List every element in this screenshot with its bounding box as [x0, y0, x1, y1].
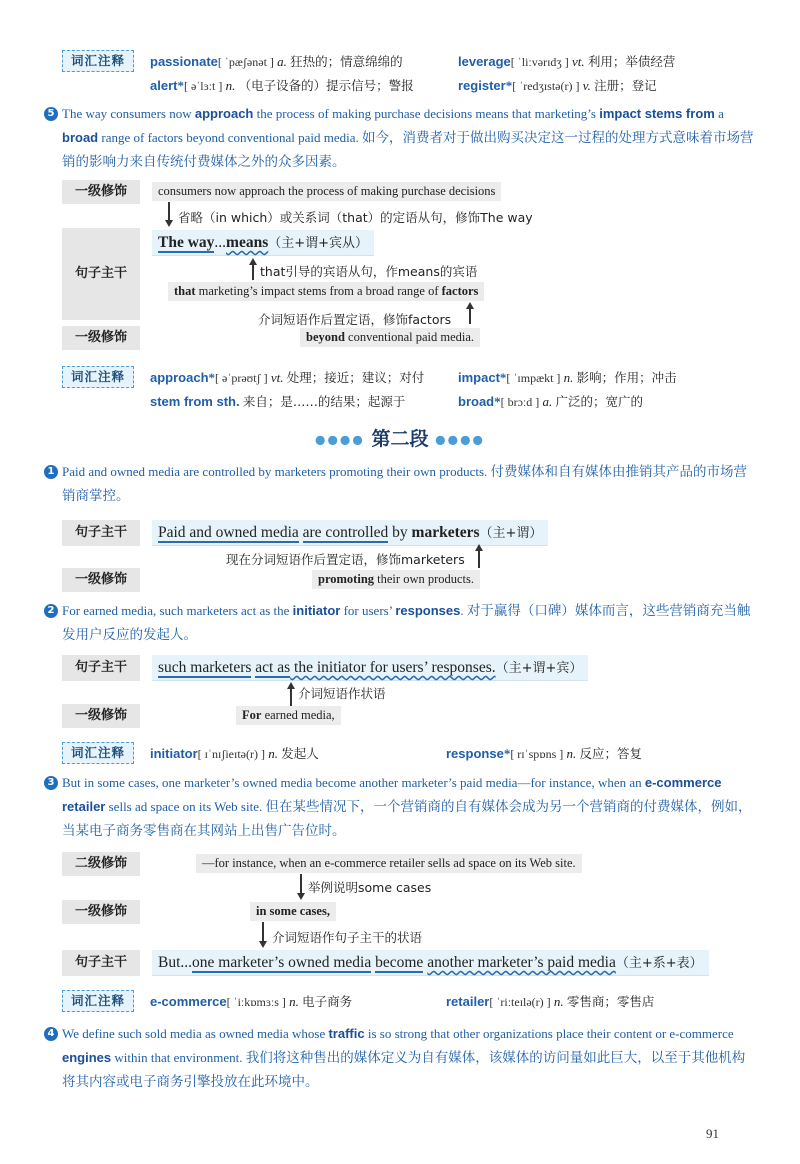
sentence-2: For earned media, such marketers act as the initiator for users’ responses. 对于赢得（口碑）媒体而言，这些营销商充当触发用户反应的发起人。	[62, 603, 751, 643]
mod1-phrase: For earned media,	[236, 706, 341, 725]
grammar-note: 介词短语作句子主干的状语	[272, 930, 423, 945]
mod2-phrase: —for instance, when an e-commerce retailer sells ad space on its Web site.	[196, 854, 582, 873]
sentence-1: Paid and owned media are controlled by marketers promoting their own products. 付费媒体和自有媒体由推销其产品的市场营销商掌控。	[62, 464, 748, 504]
vocab-entry: retailer[ ˈriːteɪlə(r) ] n. 零售商；零售店	[446, 994, 655, 1009]
page-number: 91	[706, 1126, 719, 1141]
mod1-label: 一级修饰	[62, 326, 140, 350]
mod1-phrase: in some cases,	[250, 902, 336, 921]
section-heading: ●●●● 第二段 ●●●●	[314, 428, 486, 450]
arrow-up-icon	[249, 258, 257, 265]
main-clause: But...one marketer’s owned media become another marketer’s paid media（主+系+表）	[152, 950, 709, 976]
mod1-label: 一级修饰	[62, 180, 140, 204]
grammar-note: 举例说明some cases	[308, 880, 432, 895]
vocab-entry: broad*[ brɔːd ] a. 广泛的；宽广的	[458, 394, 644, 409]
mod1-label: 一级修饰	[62, 900, 140, 924]
sentence-number: 4	[44, 1027, 58, 1041]
vocab-entry: e-commerce[ ˈiːkɒmɜːs ] n. 电子商务	[150, 994, 353, 1009]
mod1-label: 一级修饰	[62, 568, 140, 592]
sentence-3: But in some cases, one marketer’s owned media become another marketer’s paid media—for instance, when an e-commerce retailer sells ad space on its Web site. 但在某些情况下，一个营销商的自有媒体会成为另一个营销商的付费媒体，例如，当某电子商务零售商在其网站上出售广告位时。	[62, 775, 752, 839]
arrow-up-icon	[466, 302, 474, 309]
vocab-entry: approach*[ əˈprəʊtʃ ] vt. 处理；接近；建议；对付	[150, 370, 425, 385]
object-clause: that marketing’s impact stems from a broad range of factors	[168, 282, 484, 301]
vocab-entry: stem from sth. 来自；是……的结果；起源于	[150, 394, 406, 409]
grammar-note: 介词短语作后置定语，修饰factors	[258, 312, 452, 327]
vocab-label: 词汇注释	[62, 50, 134, 72]
sentence-number: 2	[44, 604, 58, 618]
sentence-number: 5	[44, 107, 58, 121]
mod1-phrase: beyond conventional paid media.	[300, 328, 480, 347]
main-clause: such marketers act as the initiator for users’ responses.（主+谓+宾）	[152, 655, 588, 681]
mod1-label: 一级修饰	[62, 704, 140, 728]
grammar-note: that引导的宾语从句，作means的宾语	[260, 264, 478, 279]
arrow-line	[300, 874, 302, 894]
main-label: 句子主干	[62, 950, 140, 976]
mod2-label: 二级修饰	[62, 852, 140, 876]
vocab-entry: register*[ ˈredʒɪstə(r) ] v. 注册；登记	[458, 78, 657, 93]
sentence-5: The way consumers now approach the process of making purchase decisions means that marketing’s impact stems from a broad range of factors beyond conventional paid media. 如今，消费者对于做出购买决定这一过程的处理方式意味着市场营销的影响力来自传统付费媒体之外的众多因素。	[62, 106, 754, 170]
grammar-note: 省略（in which）或关系词（that）的定语从句，修饰The way	[178, 210, 533, 225]
vocab-entry: leverage[ ˈliːvərɪdʒ ] vt. 利用；举债经营	[458, 54, 676, 69]
vocab-entry: impact*[ ˈɪmpækt ] n. 影响；作用；冲击	[458, 370, 677, 385]
arrow-up-icon	[475, 544, 483, 551]
vocab-entry: initiator[ ɪˈnɪʃieɪtə(r) ] n. 发起人	[150, 746, 319, 761]
vocab-entry: passionate[ ˈpæʃənət ] a. 狂热的；情意绵绵的	[150, 54, 403, 69]
sentence-4: We define such sold media as owned media whose traffic is so strong that other organizations place their content or e-commerce engines within that environment. 我们将这种售出的媒体定义为自有媒体，该媒体的访问量如此巨大，以至于其他机构将其内容或电子商务引擎投放在此环境中。	[62, 1026, 746, 1090]
arrow-down-icon	[165, 220, 173, 227]
main-clause: The way...means（主+谓+宾从）	[152, 230, 374, 256]
grammar-note: 介词短语作状语	[298, 686, 386, 701]
sentence-number: 1	[44, 465, 58, 479]
vocab-label: 词汇注释	[62, 366, 134, 388]
vocab-label: 词汇注释	[62, 742, 134, 764]
main-clause: Paid and owned media are controlled by marketers（主+谓）	[152, 520, 548, 546]
mod1-clause: consumers now approach the process of making purchase decisions	[152, 182, 501, 201]
arrow-up-icon	[287, 682, 295, 689]
vocab-label: 词汇注释	[62, 990, 134, 1012]
vocab-entry: alert*[ əˈlɜːt ] n. （电子设备的）提示信号；警报	[150, 78, 414, 93]
main-label: 句子主干	[62, 520, 140, 546]
arrow-down-icon	[297, 893, 305, 900]
grammar-note: 现在分词短语作后置定语，修饰marketers	[226, 552, 465, 567]
vocab-entry: response*[ rɪˈspɒns ] n. 反应；答复	[446, 746, 643, 761]
arrow-line	[262, 922, 264, 942]
sentence-number: 3	[44, 776, 58, 790]
arrow-down-icon	[259, 941, 267, 948]
mod1-phrase: promoting their own products.	[312, 570, 480, 589]
main-label: 句子主干	[62, 655, 140, 681]
main-label: 句子主干	[62, 228, 140, 320]
arrow-line	[168, 202, 170, 220]
